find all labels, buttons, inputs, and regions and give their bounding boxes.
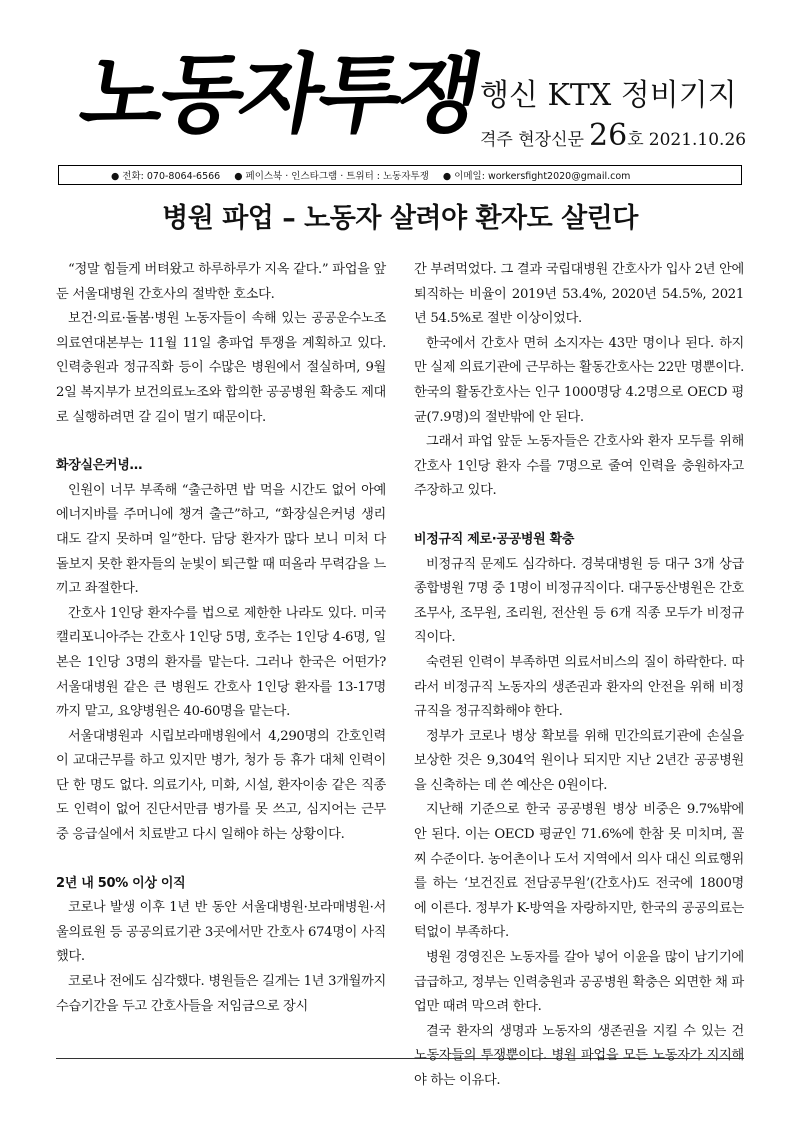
paragraph: 코로나 전에도 심각했다. 병원들은 길게는 1년 3개월까지 수습기간을 두고 간호사들을 저임금으로 장시 <box>56 974 386 1014</box>
paragraph: 서울대병원과 시립보라매병원에서 4,290명의 간호인력이 교대근무를 하고 있지만 병가, 청가 등 휴가 대체 인력이 단 한 명도 없다. 의료기사, 미화, 시설, 환자이송 같은 직종도 인력이 없어 진단서만큼 병가를 못 쓰고, 심지어는 근무 중 응급실에서 치료받고 다시 일해야 하는 상황이다. <box>56 728 386 843</box>
section-heading: 2년 내 50% 이상 이직 <box>56 875 186 891</box>
contact-email: ● 이메일: workersfight2020@gmail.com <box>442 171 631 182</box>
edition-title: 행신 KTX 정비기지 <box>480 78 737 113</box>
paragraph: 인원이 너무 부족해 “출근하면 밥 먹을 시간도 없어 아예 에너지바를 주머니에 챙겨 출근”하고, “화장실은커녕 생리대도 갈지 못하며 일”한다. 담당 환자가 많다 보니 미처 다 돌보지 못한 환자들의 눈빛이 퇴근할 때 떠올라 무력감을 느끼고 좌절한다. <box>56 482 386 597</box>
issue-number: 26 <box>589 118 628 153</box>
bullet-icon: ● <box>111 171 120 182</box>
contact-phone: ● 전화: 070-8064-6566 <box>111 171 221 182</box>
masthead <box>0 0 800 160</box>
issue-suffix: 호 <box>627 130 644 150</box>
section-heading: 화장실은커녕… <box>56 458 143 474</box>
paragraph: 숙련된 인력이 부족하면 의료서비스의 질이 하락한다. 따라서 비정규직 노동자의 생존권과 환자의 안전을 위해 비정규직을 정규직화해야 한다. <box>414 654 744 720</box>
paragraph: 그래서 파업 앞둔 노동자들은 간호사와 환자 모두를 위해 간호사 1인당 환자 수를 7명으로 줄여 인력을 충원하자고 주장하고 있다. <box>414 434 744 499</box>
section-heading: 비정규직 제로·공공병원 확충 <box>414 531 575 547</box>
bottom-divider <box>56 1058 744 1059</box>
paragraph: 간 부려먹었다. 그 결과 국립대병원 간호사가 입사 2년 안에 퇴직하는 비율이 2019년 53.4%, 2020년 54.5%, 2021년 54.5%로 절반 이상이었다. <box>414 262 744 327</box>
article-column-left <box>56 258 386 1019</box>
newspaper-logo: 노동자투쟁 <box>73 45 487 145</box>
paragraph: 비정규직 문제도 심각하다. 경북대병원 등 대구 3개 상급 종합병원 7명 중 1명이 비정규직이다. 대구동산병원은 간호조무사, 조무원, 조리원, 전산원 등 6개 직종 모두가 비정규직이다. <box>414 556 744 646</box>
issue-prefix: 격주 현장신문 <box>480 130 584 150</box>
article-column-right <box>414 258 744 1094</box>
paragraph: 한국에서 간호사 면허 소지자는 43만 명이나 된다. 하지만 실제 의료기관에 근무하는 활동간호사는 22만 명뿐이다. 한국의 활동간호사는 인구 1000명당 4.2명으로 OECD 평균(7.9명)의 절반밖에 안 된다. <box>414 335 744 425</box>
paragraph: 간호사 1인당 환자수를 법으로 제한한 나라도 있다. 미국 캘리포니아주는 간호사 1인당 5명, 호주는 1인당 4-6명, 일본은 1인당 3명의 환자를 맡는다. 그러나 한국은 어떤가? 서울대병원 같은 큰 병원도 간호사 1인당 환자를 13-17명까지 맡고, 요양병원은 40-60명을 맡는다. <box>56 605 386 720</box>
issue-line <box>480 118 746 153</box>
article-headline: 병원 파업 – 노동자 살려야 환자도 살린다 <box>162 203 638 234</box>
issue-date: 2021.10.26 <box>648 130 747 150</box>
contact-bar <box>58 165 742 185</box>
paragraph: 지난해 기준으로 한국 공공병원 병상 비중은 9.7%밖에 안 된다. 이는 OECD 평균인 71.6%에 한참 못 미치며, 꼴찌 수준이다. 농어촌이나 도서 지역에서 의사 대신 의료행위를 하는 ‘보건진료 전담공무원’(간호사)도 전국에 1800명에 이른다. 정부가 K-방역을 자랑하지만, 한국의 공공의료는 턱없이 부족하다. <box>414 802 744 941</box>
paragraph: “정말 힘들게 버텨왔고 하루하루가 지옥 같다.” 파업을 앞둔 서울대병원 간호사의 절박한 호소다. <box>56 262 386 302</box>
paragraph: 정부가 코로나 병상 확보를 위해 민간의료기관에 손실을 보상한 것은 9,304억 원이나 되지만 지난 2년간 공공병원을 신축하는 데 쓴 예산은 0원이다. <box>414 728 744 793</box>
paragraph: 결국 환자의 생명과 노동자의 생존권을 지킬 수 있는 건 노동자들의 투쟁뿐이다. 병원 파업을 모든 노동자가 지지해야 하는 이유다. <box>414 1023 744 1088</box>
paragraph: 코로나 발생 이후 1년 반 동안 서울대병원·보라매병원·서울의료원 등 공공의료기관 3곳에서만 간호사 674명이 사직했다. <box>56 900 386 965</box>
paragraph: 병원 경영진은 노동자를 갈아 넣어 이윤을 많이 남기기에 급급하고, 정부는 인력충원과 공공병원 확충은 외면한 채 파업만 때려 막으려 한다. <box>414 950 744 1015</box>
bullet-icon: ● <box>442 171 452 182</box>
contact-sns: ● 페이스북 · 인스타그램 · 트위터 : 노동자투쟁 <box>234 171 429 182</box>
bullet-icon: ● <box>234 171 243 182</box>
paragraph: 보건·의료·돌봄·병원 노동자들이 속해 있는 공공운수노조 의료연대본부는 11월 11일 총파업 투쟁을 계획하고 있다. 인력충원과 정규직화 등이 수많은 병원에서 절실하며, 9월 2일 복지부가 보건의료노조와 합의한 공공병원 확충도 제대로 실행하려면 갈 길이 멀기 때문이다. <box>56 311 386 425</box>
